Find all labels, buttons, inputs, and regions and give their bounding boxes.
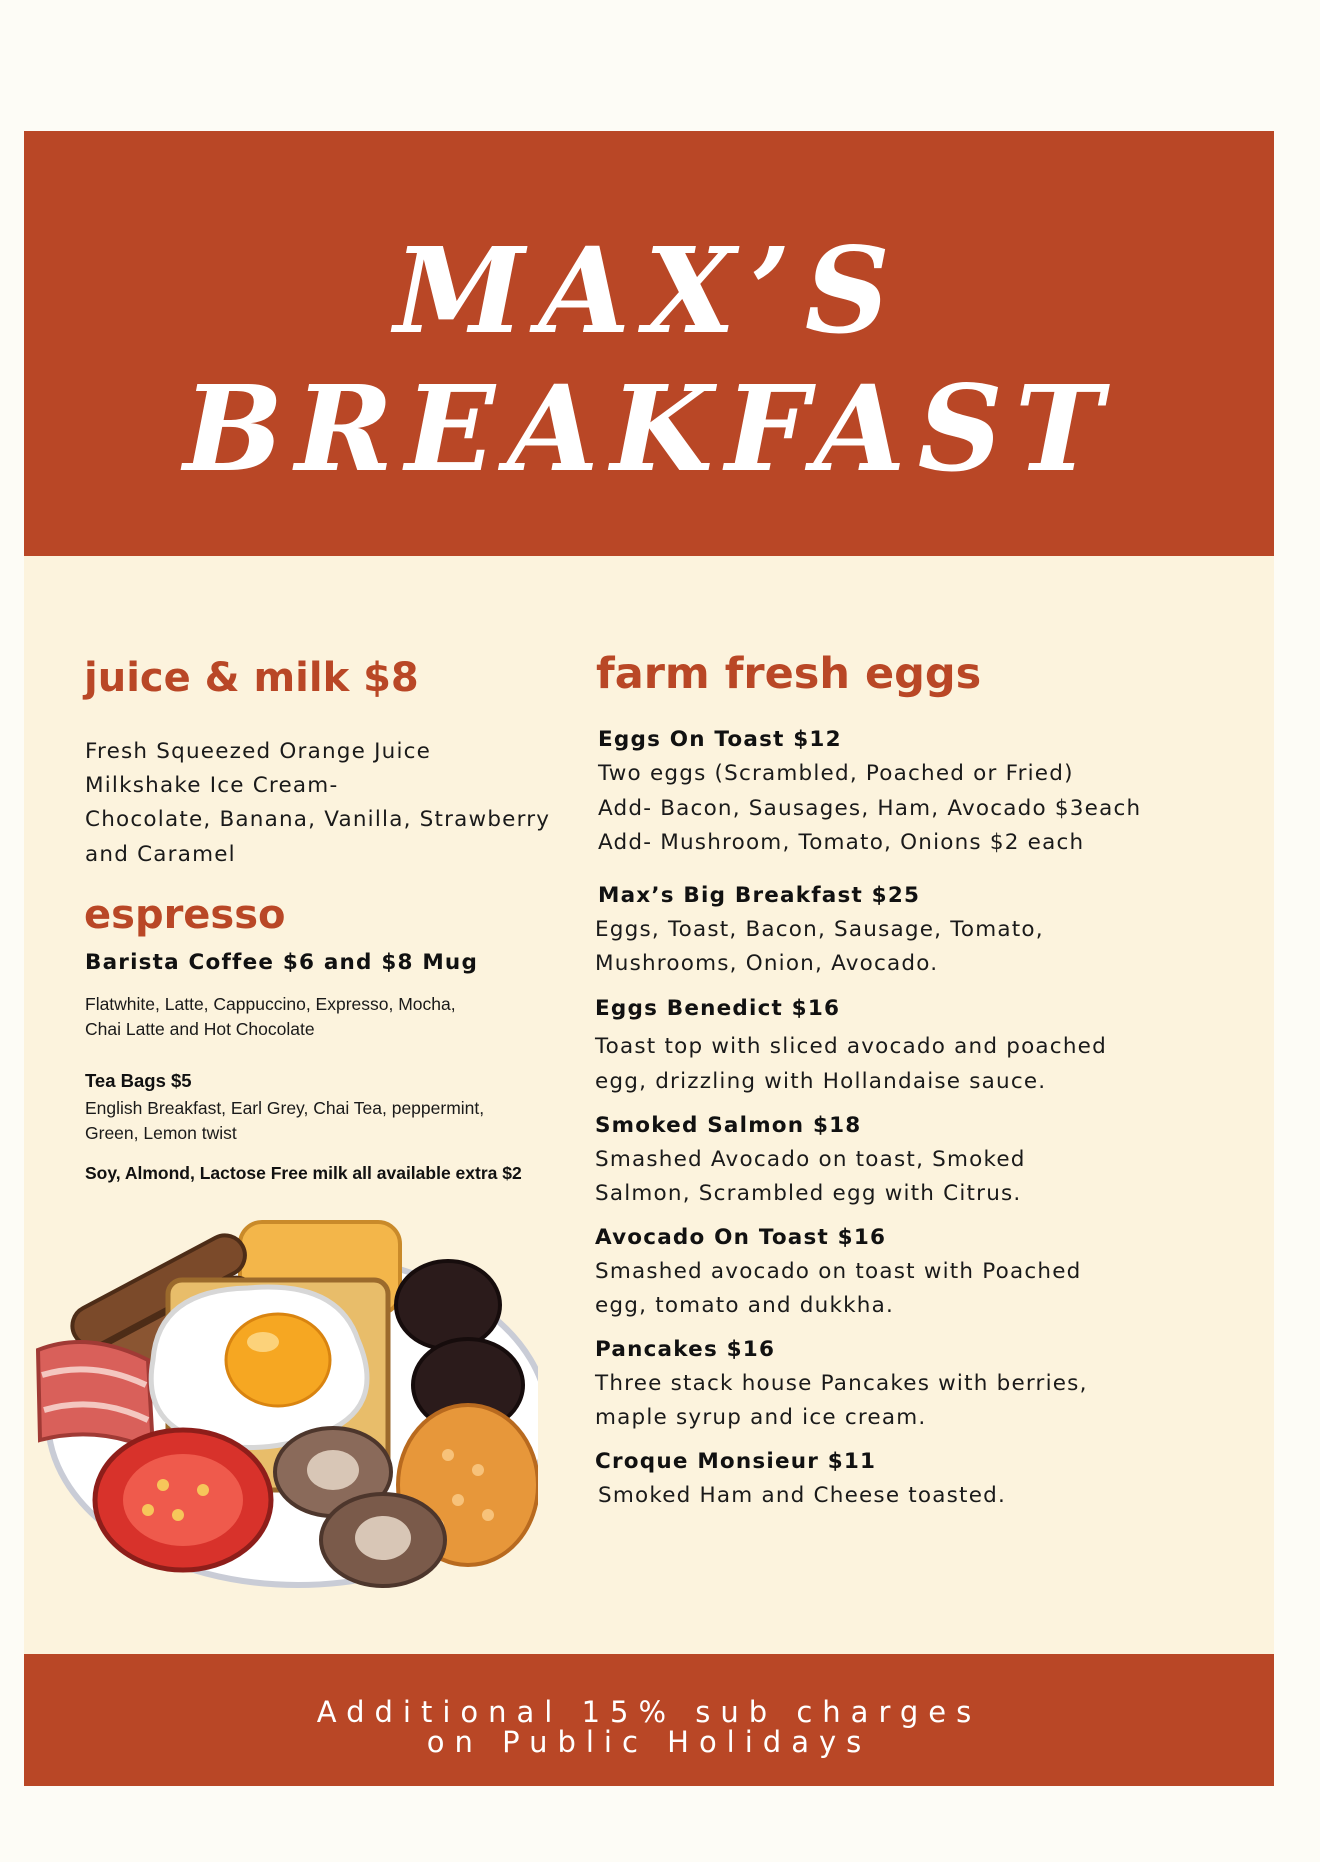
menu-item-line: Add- Bacon, Sausages, Ham, Avocado $3each (598, 796, 1142, 821)
farm-fresh-eggs-heading: farm fresh eggs (596, 649, 982, 699)
menu-item-line: Salmon, Scrambled egg with Citrus. (595, 1181, 1022, 1206)
tea-bags-line: Green, Lemon twist (85, 1123, 237, 1143)
menu-item-title: Croque Monsieur $11 (595, 1449, 877, 1474)
menu-item-line: Smashed avocado on toast with Poached (595, 1259, 1082, 1284)
juice-line: Milkshake Ice Cream- (85, 773, 339, 798)
menu-item-title: Pancakes $16 (595, 1337, 776, 1362)
milk-options-note: Soy, Almond, Lactose Free milk all available extra $2 (85, 1163, 522, 1183)
barista-coffee-line: Chai Latte and Hot Chocolate (85, 1019, 315, 1039)
surcharge-note-line2: on Public Holidays (426, 1725, 872, 1759)
surcharge-note-line1: Additional 15% sub charges (316, 1695, 982, 1729)
header-banner (24, 131, 1274, 556)
menu-item-line: Toast top with sliced avocado and poached (595, 1034, 1107, 1059)
barista-coffee-title: Barista Coffee $6 and $8 Mug (85, 950, 479, 975)
menu-item-title: Eggs Benedict $16 (595, 996, 841, 1021)
menu-item-title: Smoked Salmon $18 (595, 1113, 862, 1138)
menu-item-title: Max’s Big Breakfast $25 (598, 883, 921, 908)
menu-item-line: maple syrup and ice cream. (595, 1405, 927, 1430)
menu-item-title: Avocado On Toast $16 (595, 1225, 887, 1250)
juice-line: Chocolate, Banana, Vanilla, Strawberry (85, 807, 551, 832)
menu-item-line: egg, tomato and dukkha. (595, 1293, 895, 1318)
barista-coffee-line: Flatwhite, Latte, Cappuccino, Expresso, Mocha, (85, 994, 456, 1014)
menu-item-line: egg, drizzling with Hollandaise sauce. (595, 1069, 1047, 1094)
tea-bags-title: Tea Bags $5 (85, 1070, 192, 1091)
menu-item-line: Three stack house Pancakes with berries, (595, 1371, 1088, 1396)
menu-item-line: Eggs, Toast, Bacon, Sausage, Tomato, (595, 917, 1044, 942)
menu-title-line1: MAX’S (393, 221, 905, 360)
juice-line: and Caramel (85, 842, 236, 867)
juice-line: Fresh Squeezed Orange Juice (85, 739, 432, 764)
menu-item-line: Smoked Ham and Cheese toasted. (598, 1483, 1006, 1508)
menu-item-line: Two eggs (Scrambled, Poached or Fried) (598, 761, 1074, 786)
menu-item-title: Eggs On Toast $12 (598, 727, 842, 752)
menu-item-line: Mushrooms, Onion, Avocado. (595, 951, 939, 976)
espresso-heading: espresso (84, 892, 286, 938)
tea-bags-line: English Breakfast, Earl Grey, Chai Tea, peppermint, (85, 1098, 485, 1118)
menu-title-line2: BREAKFAST (183, 359, 1115, 498)
footer-banner (24, 1654, 1274, 1786)
menu-item-line: Add- Mushroom, Tomato, Onions $2 each (598, 830, 1085, 855)
breakfast-plate-illustration (28, 1210, 538, 1610)
menu-item-line: Smashed Avocado on toast, Smoked (595, 1147, 1026, 1172)
juice-milk-heading: juice & milk $8 (84, 655, 419, 701)
